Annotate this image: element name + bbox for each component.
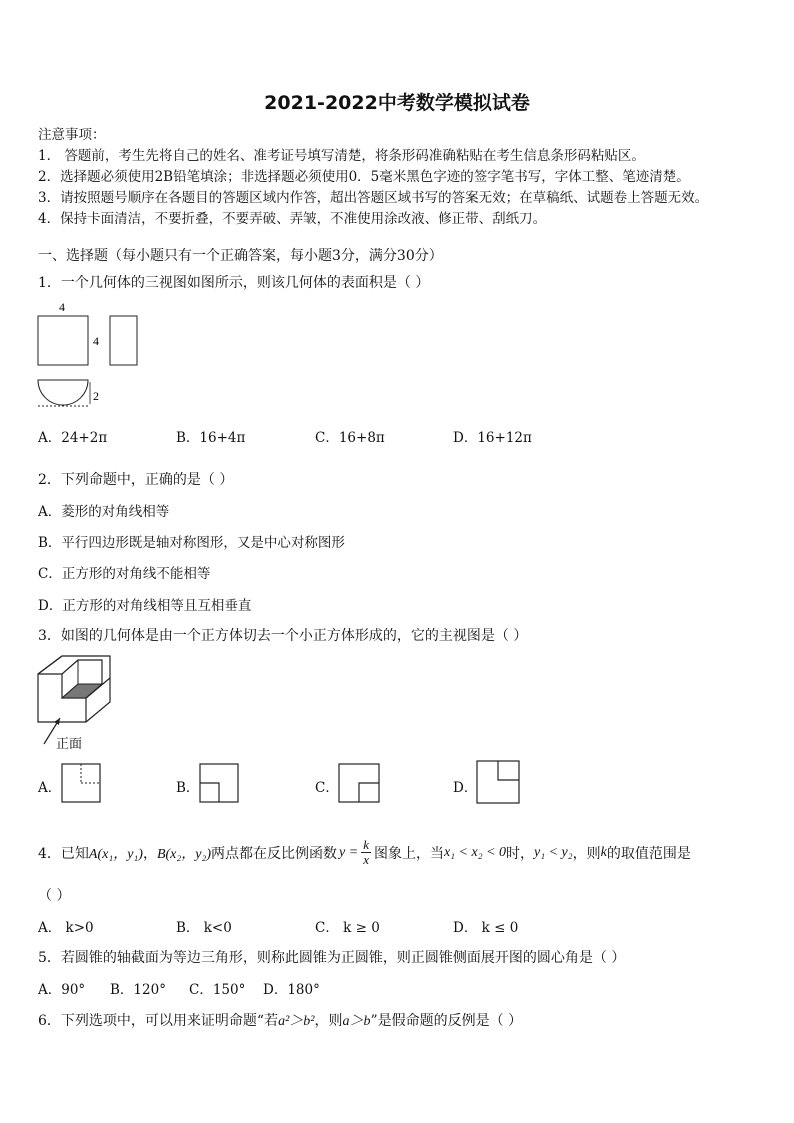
q5-option-d: D．180° — [263, 982, 320, 998]
q3-option-a: A． — [38, 780, 62, 796]
note-item-3: 3．请按照题号顺序在各题目的答题区域内作答，超出答题区域书写的答案无效；在草稿纸、试题卷上答题无效。 — [38, 190, 709, 206]
notes-heading: 注意事项： — [38, 127, 106, 143]
q1-top-label: 4 — [59, 300, 65, 314]
note-item-4: 4．保持卡面清洁，不要折叠，不要弄破、弄皱，不准使用涂改液、修正带、刮纸刀。 — [38, 211, 547, 227]
q4-mid3: 时， — [506, 845, 535, 862]
q2-stem: 2．下列命题中，正确的是（ ） — [38, 472, 234, 488]
q1-option-a: A．24+2π — [38, 430, 108, 446]
q4-end: 的取值范围是 — [606, 845, 691, 862]
q1-height-label: 2 — [93, 389, 99, 403]
q1-side-view — [110, 316, 137, 365]
q1-side-label: 4 — [93, 334, 99, 348]
q4-suffix: ，则 — [572, 845, 601, 862]
q3-option-c: C． — [315, 780, 339, 796]
q2-option-a: A．菱形的对角线相等 — [38, 504, 170, 520]
q3-stem: 3．如图的几何体是由一个正方体切去一个小正方体形成的，它的主视图是（ ） — [38, 628, 528, 644]
q5-option-c: C．150° — [189, 982, 246, 998]
q6-cond: a²＞b² — [278, 1014, 315, 1029]
q3-option-a-figure — [61, 763, 103, 805]
q4-func-lhs: y = — [339, 844, 359, 860]
q1-front-view — [38, 316, 88, 365]
q3-option-d-figure — [476, 760, 522, 806]
q6-prefix: 6．下列选项中，可以用来证明命题“若 — [38, 1013, 279, 1029]
q4-sep: ， — [142, 845, 157, 862]
q4-prefix: 4．已知 — [38, 845, 89, 862]
q4-func-num: k — [363, 837, 369, 852]
q6-concl: a＞b — [342, 1014, 371, 1029]
q6-suffix: ”是假命题的反例是（ ） — [370, 1013, 523, 1029]
q3-option-d: D． — [453, 780, 478, 796]
q4-stem — [38, 838, 691, 867]
q6-mid: ，则 — [314, 1013, 343, 1029]
q4-k: k — [600, 844, 607, 860]
q4-fraction — [361, 838, 371, 867]
q4-cond2: y₁ < y₂ — [534, 844, 573, 860]
q4-mid2: 图象上，当 — [373, 845, 444, 862]
q6-stem — [38, 1010, 522, 1030]
q1-option-d: D．16+12π — [453, 430, 532, 446]
q2-option-d: D．正方形的对角线相等且互相垂直 — [38, 598, 252, 614]
q2-option-b: B．平行四边形既是轴对称图形，又是中心对称图形 — [38, 535, 345, 551]
q1-stem: 1．一个几何体的三视图如图所示，则该几何体的表面积是（ ） — [38, 275, 430, 291]
note-item-2: 2．选择题必须使用2B铅笔填涂；非选择题必须使用0．5毫米黑色字迹的签字笔书写，字体工整、笔迹清楚。 — [38, 169, 690, 185]
q5-option-b: B．120° — [110, 982, 166, 998]
q1-three-view-figure — [30, 296, 150, 414]
q3-option-b: B． — [176, 780, 200, 796]
q1-option-c: C．16+8π — [315, 430, 385, 446]
q4-func-den: x — [363, 852, 369, 867]
section-heading: 一、选择题（每小题只有一个正确答案，每小题3分，满分30分） — [38, 248, 443, 264]
q4-paren: （ ） — [38, 888, 71, 904]
q1-option-b: B．16+4π — [176, 430, 246, 446]
exam-title: 2021-2022中考数学模拟试卷 — [264, 92, 530, 114]
q3-option-c-figure — [338, 763, 382, 805]
q2-option-c: C．正方形的对角线不能相等 — [38, 566, 211, 582]
q1-top-view-semicircle — [38, 380, 88, 405]
q5-stem: 5．若圆锥的轴截面为等边三角形，则称此圆锥为正圆锥，则正圆锥侧面展开图的圆心角是（ ） — [38, 950, 626, 966]
q4-mid: 两点都在反比例函数 — [211, 845, 338, 862]
q4-option-a: A． k>0 — [38, 920, 94, 936]
q4-option-d: D． k ≤ 0 — [453, 920, 519, 936]
q5-option-a: A．90° — [38, 982, 86, 998]
q3-option-b-figure — [199, 763, 241, 805]
note-item-1: 1． 答题前，考生先将自己的姓名、准考证号填写清楚，将条形码准确粘贴在考生信息条形码粘贴区。 — [38, 148, 645, 164]
q3-front-label: 正面 — [56, 737, 83, 752]
q4-point-b: B(x₂，y₂) — [156, 846, 212, 862]
q4-option-c: C． k ≥ 0 — [315, 920, 380, 936]
q4-option-b: B． k<0 — [176, 920, 232, 936]
q4-point-a: A(x₁，y₁) — [88, 846, 143, 862]
q4-cond1: x₁ < x₂ < 0 — [443, 844, 507, 860]
